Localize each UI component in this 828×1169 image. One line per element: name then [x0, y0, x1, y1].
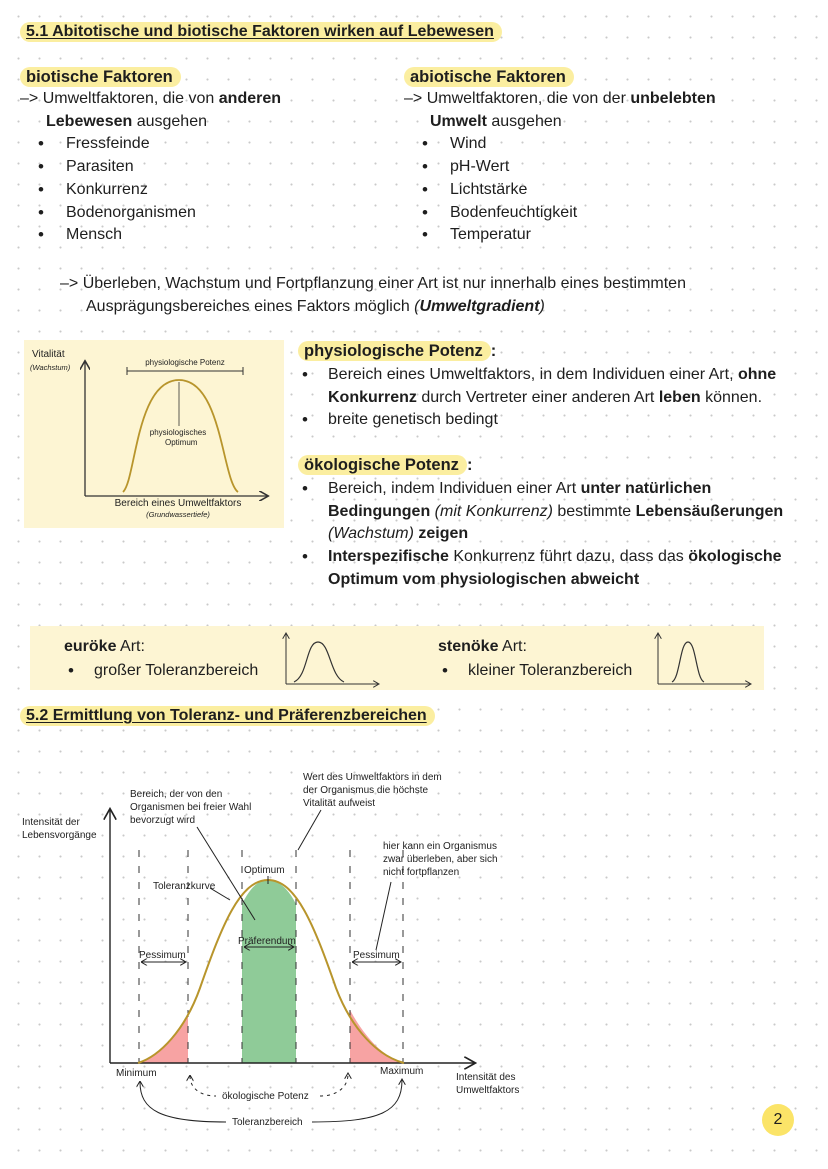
pessimum-right-area [350, 1010, 403, 1063]
stenoek-rest: Art: [498, 638, 527, 655]
euryoek-bold: euröke [64, 638, 117, 655]
big-y-label-2: Lebensvorgänge [22, 830, 97, 841]
abiotic-desc-bold1: unbelebten [630, 90, 716, 107]
phys-potenz-colon: : [490, 342, 497, 360]
phys-potenz-block [298, 342, 818, 432]
optimum-label-1: physiologisches [149, 428, 207, 437]
note-optimum-1: Wert des Umweltfaktors in dem [303, 772, 442, 783]
list-item: • kleiner Toleranzbereich [438, 660, 632, 683]
praeferendum-area [242, 880, 296, 1063]
oek-b1-bold3: Lebensäußerungen [635, 502, 784, 520]
note-praeferendum-1: Bereich, der von den [130, 789, 223, 800]
y-axis-sublabel: (Wachstum) [30, 363, 71, 372]
euryoek-rest: Art: [116, 638, 145, 655]
note-pessimum-2: zwar überleben, aber sich [383, 854, 498, 865]
biotic-heading: biotische Faktoren [20, 67, 181, 87]
abiotic-heading: abiotische Faktoren [404, 67, 574, 87]
phys-b1-bold1: ohne [737, 366, 777, 383]
stenoek-curve-graph [652, 628, 756, 688]
umweltgradient-term: Umweltgradient [419, 298, 540, 315]
abiotic-desc-post: ausgehen [486, 112, 562, 130]
list-item: • Bodenfeuchtigkeit [404, 202, 804, 225]
phys-b1-mid: durch Vertreter einer anderen Art [416, 388, 659, 406]
pessimum-left-label: Pessimum [139, 950, 186, 961]
big-x-label-2: Umweltfaktors [456, 1085, 520, 1096]
biotic-desc-post: ausgehen [132, 112, 207, 130]
x-axis-label: Bereich eines Umweltfaktors [114, 498, 242, 509]
abiotic-column [404, 68, 804, 247]
stenoek-list [438, 660, 632, 683]
list-item: • pH-Wert [404, 156, 804, 179]
toleranzkurve-label: Toleranzkurve [153, 881, 216, 892]
oek-potenz-block [298, 456, 818, 592]
biotic-desc-bold2: Lebewesen [46, 112, 133, 130]
pessimum-right-label: Pessimum [353, 950, 400, 961]
potenz-chart-svg [24, 340, 284, 528]
oek-potenz-arrow-right [320, 1074, 348, 1096]
note-pessimum-1: hier kann ein Organismus [383, 841, 497, 852]
pointer-optimum-note [298, 810, 321, 850]
phys-b1-bold3: leben [658, 388, 701, 406]
pessimum-left-area [140, 1014, 188, 1063]
oek-b2-bold3: Optimum vom physiologischen abweicht [328, 570, 640, 588]
survival-line-1: –> Überleben, Wachstum und Fortpflanzung einer Art ist nur innerhalb eines bestimmten [60, 275, 686, 292]
oek-b1-mid: bestimmte [552, 502, 636, 520]
note-pessimum-3: nicht fortpflanzen [383, 867, 460, 878]
optimum-label-2: Optimum [165, 438, 198, 447]
abiotic-list [404, 133, 804, 247]
oek-b1-bold2: Bedingungen [328, 502, 431, 520]
survival-paren-close: ) [539, 298, 545, 315]
note-praeferendum-3: bevorzugt wird [130, 815, 196, 826]
abiotic-description [404, 88, 804, 111]
list-item: • Wind [404, 133, 804, 156]
list-item: • Temperatur [404, 224, 804, 247]
oekotypen-box [30, 626, 764, 690]
y-axis-label: Vitalität [32, 349, 65, 360]
oek-potenz-list [298, 478, 818, 592]
pointer-pessimum-note [376, 882, 391, 950]
oek-b2-bold1: Interspezifische [328, 548, 449, 566]
phys-b1-pre: Bereich eines Umweltfaktors, in dem Individuen einer Art, [328, 366, 738, 383]
phys-b1-post: können. [700, 388, 763, 406]
list-item: • Mensch [20, 224, 390, 247]
survival-line-2-pre: Ausprägungsbereiches eines Faktors möglich [86, 298, 415, 315]
minimum-label: Minimum [116, 1068, 157, 1079]
list-item [298, 364, 818, 409]
euryoek-curve-graph [280, 628, 384, 688]
biotic-list [20, 133, 390, 247]
euryoek-curve [294, 642, 344, 682]
x-axis-sublabel: (Grundwassertiefe) [146, 510, 210, 519]
optimum-label: Optimum [244, 865, 285, 876]
list-item [298, 478, 818, 546]
stenoek-bold: stenöke [438, 638, 499, 655]
abiotic-description-2 [404, 111, 804, 134]
big-x-label-1: Intensität des [456, 1072, 516, 1083]
stenoek-heading [438, 638, 527, 656]
phys-b1-bold2: Konkurrenz [328, 388, 417, 406]
biotic-description [20, 88, 390, 111]
abiotic-desc-pre: –> Umweltfaktoren, die von der [404, 90, 631, 107]
list-item: • Fressfeinde [20, 133, 390, 156]
note-praeferendum-2: Organismen bei freier Wahl [130, 802, 252, 813]
potenz-chart [24, 340, 284, 528]
oek-b1-bold1: unter natürlichen [580, 480, 712, 497]
list-item: • Konkurrenz [20, 179, 390, 202]
euryoek-heading [64, 638, 145, 656]
biotic-description-2 [20, 111, 390, 134]
big-y-label-1: Intensität der [22, 817, 80, 828]
oek-b1-pre: Bereich, indem Individuen einer Art [328, 480, 581, 497]
oek-potenz-arrow-left [190, 1076, 216, 1096]
page-number: 2 [762, 1104, 794, 1136]
abiotic-desc-bold2: Umwelt [430, 112, 487, 130]
list-item: • großer Toleranzbereich [64, 660, 258, 683]
note-optimum-2: der Organismus die höchste [303, 785, 429, 796]
section-1-title: 5.1 Abitotische und biotische Faktoren wirken auf Lebewesen [20, 22, 502, 42]
stenoek-curve [672, 642, 704, 682]
toleranzbereich-label: Toleranzbereich [232, 1117, 303, 1128]
list-item: • breite genetisch bedingt [298, 409, 818, 432]
survival-paren-open: ( [414, 298, 420, 315]
oek-b2-mid: Konkurrenz führt dazu, dass das [448, 548, 689, 566]
phys-potenz-heading: physiologische Potenz [298, 341, 491, 361]
oek-b2-bold2: ökologische [688, 548, 782, 566]
potenz-label: physiologische Potenz [145, 358, 225, 367]
praeferendum-label: Präferendum [238, 936, 296, 947]
euryoek-list [64, 660, 258, 683]
biotic-desc-pre: –> Umweltfaktoren, die von [20, 90, 219, 107]
oek-b1-ital2: (Wachstum) [328, 525, 414, 543]
toleranzbereich-arrow-left [140, 1082, 226, 1122]
section-2-title: 5.2 Ermittlung von Toleranz- und Präferenzbereichen [20, 706, 435, 726]
survival-line-2 [86, 296, 545, 319]
oek-potenz-colon: : [466, 456, 473, 474]
toleranz-diagram [0, 740, 828, 1140]
maximum-label: Maximum [380, 1066, 424, 1077]
oek-b1-bold4: zeigen [413, 525, 469, 543]
note-optimum-3: Vitalität aufweist [303, 798, 376, 809]
biotic-desc-bold1: anderen [218, 90, 282, 107]
list-item: • Lichtstärke [404, 179, 804, 202]
oek-potenz-label: ökologische Potenz [222, 1091, 309, 1102]
phys-potenz-list [298, 364, 818, 432]
oek-potenz-heading: ökologische Potenz [298, 455, 467, 475]
list-item: • Bodenorganismen [20, 202, 390, 225]
toleranzbereich-arrow-right [312, 1080, 402, 1122]
oek-b1-ital1: (mit Konkurrenz) [430, 502, 553, 520]
list-item: • Parasiten [20, 156, 390, 179]
list-item [298, 546, 818, 591]
biotic-column [20, 68, 390, 247]
